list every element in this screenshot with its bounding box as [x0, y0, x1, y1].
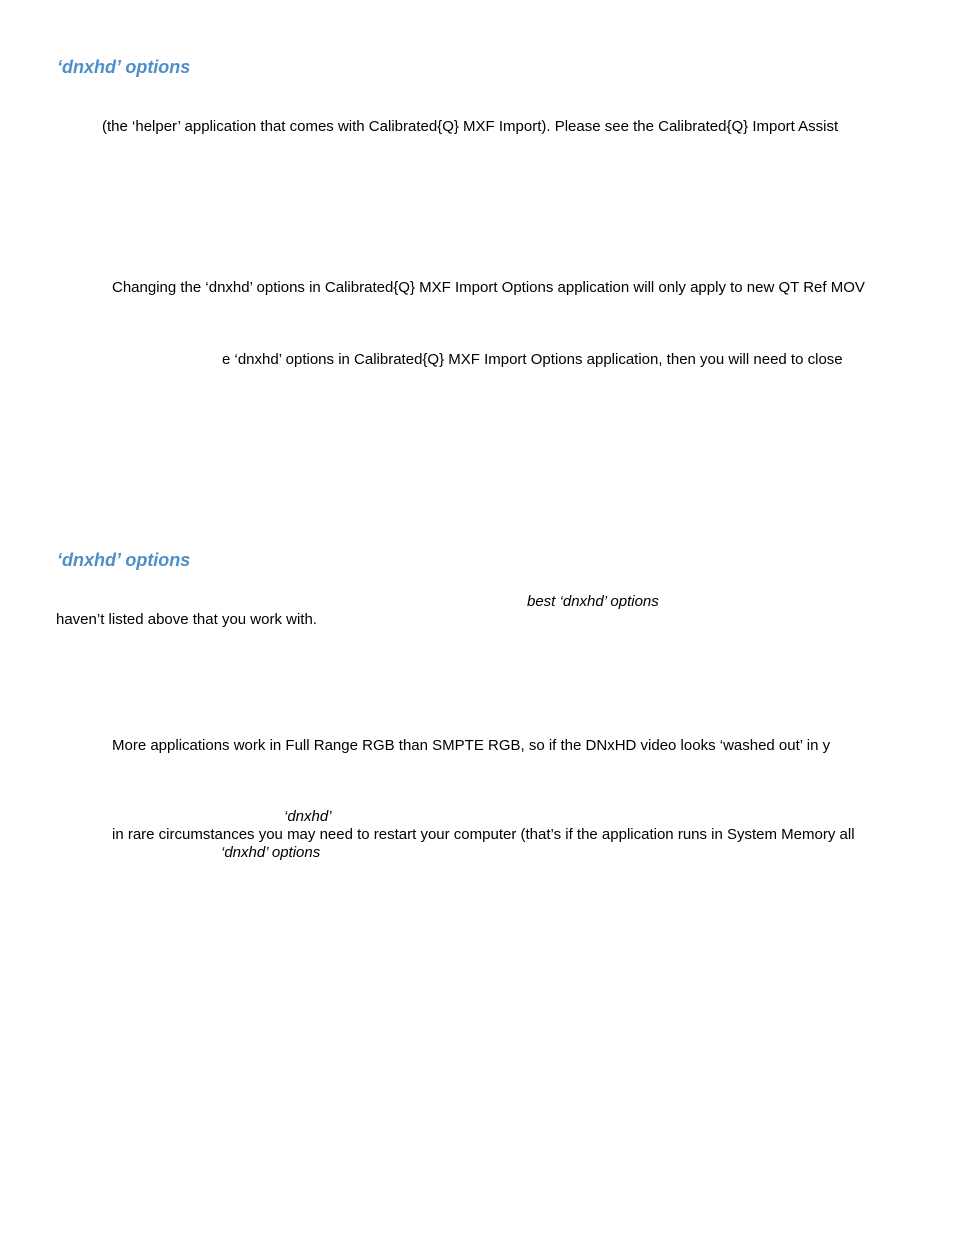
havent-listed-line: haven’t listed above that you work with.: [56, 611, 317, 628]
dnxhd-options-fragment: ‘dnxhd’ options: [221, 844, 321, 861]
section-heading-dnxhd-options-1: ‘dnxhd’ options: [57, 57, 191, 77]
best-dnxhd-options-fragment: best ‘dnxhd’ options: [527, 593, 659, 610]
helper-application-line: (the ‘helper’ application that comes with Calibrated{Q} MXF Import). Please see the Calibrated{Q} Import Assist: [102, 118, 839, 135]
note-changing-dnxhd-options: Changing the ‘dnxhd’ options in Calibrated{Q} MXF Import Options application will only apply to new QT Ref MOV: [112, 279, 865, 296]
dnxhd-fragment: ‘dnxhd’: [284, 808, 332, 825]
note-close-application: e ‘dnxhd’ options in Calibrated{Q} MXF Import Options application, then you will need to close: [222, 351, 843, 368]
note-full-range-rgb: More applications work in Full Range RGB than SMPTE RGB, so if the DNxHD video looks ‘washed out’ in y: [112, 737, 831, 754]
note-restart-computer: in rare circumstances you may need to restart your computer (that’s if the application runs in System Memory all: [112, 826, 855, 843]
section-heading-dnxhd-options-2: ‘dnxhd’ options: [57, 550, 191, 570]
